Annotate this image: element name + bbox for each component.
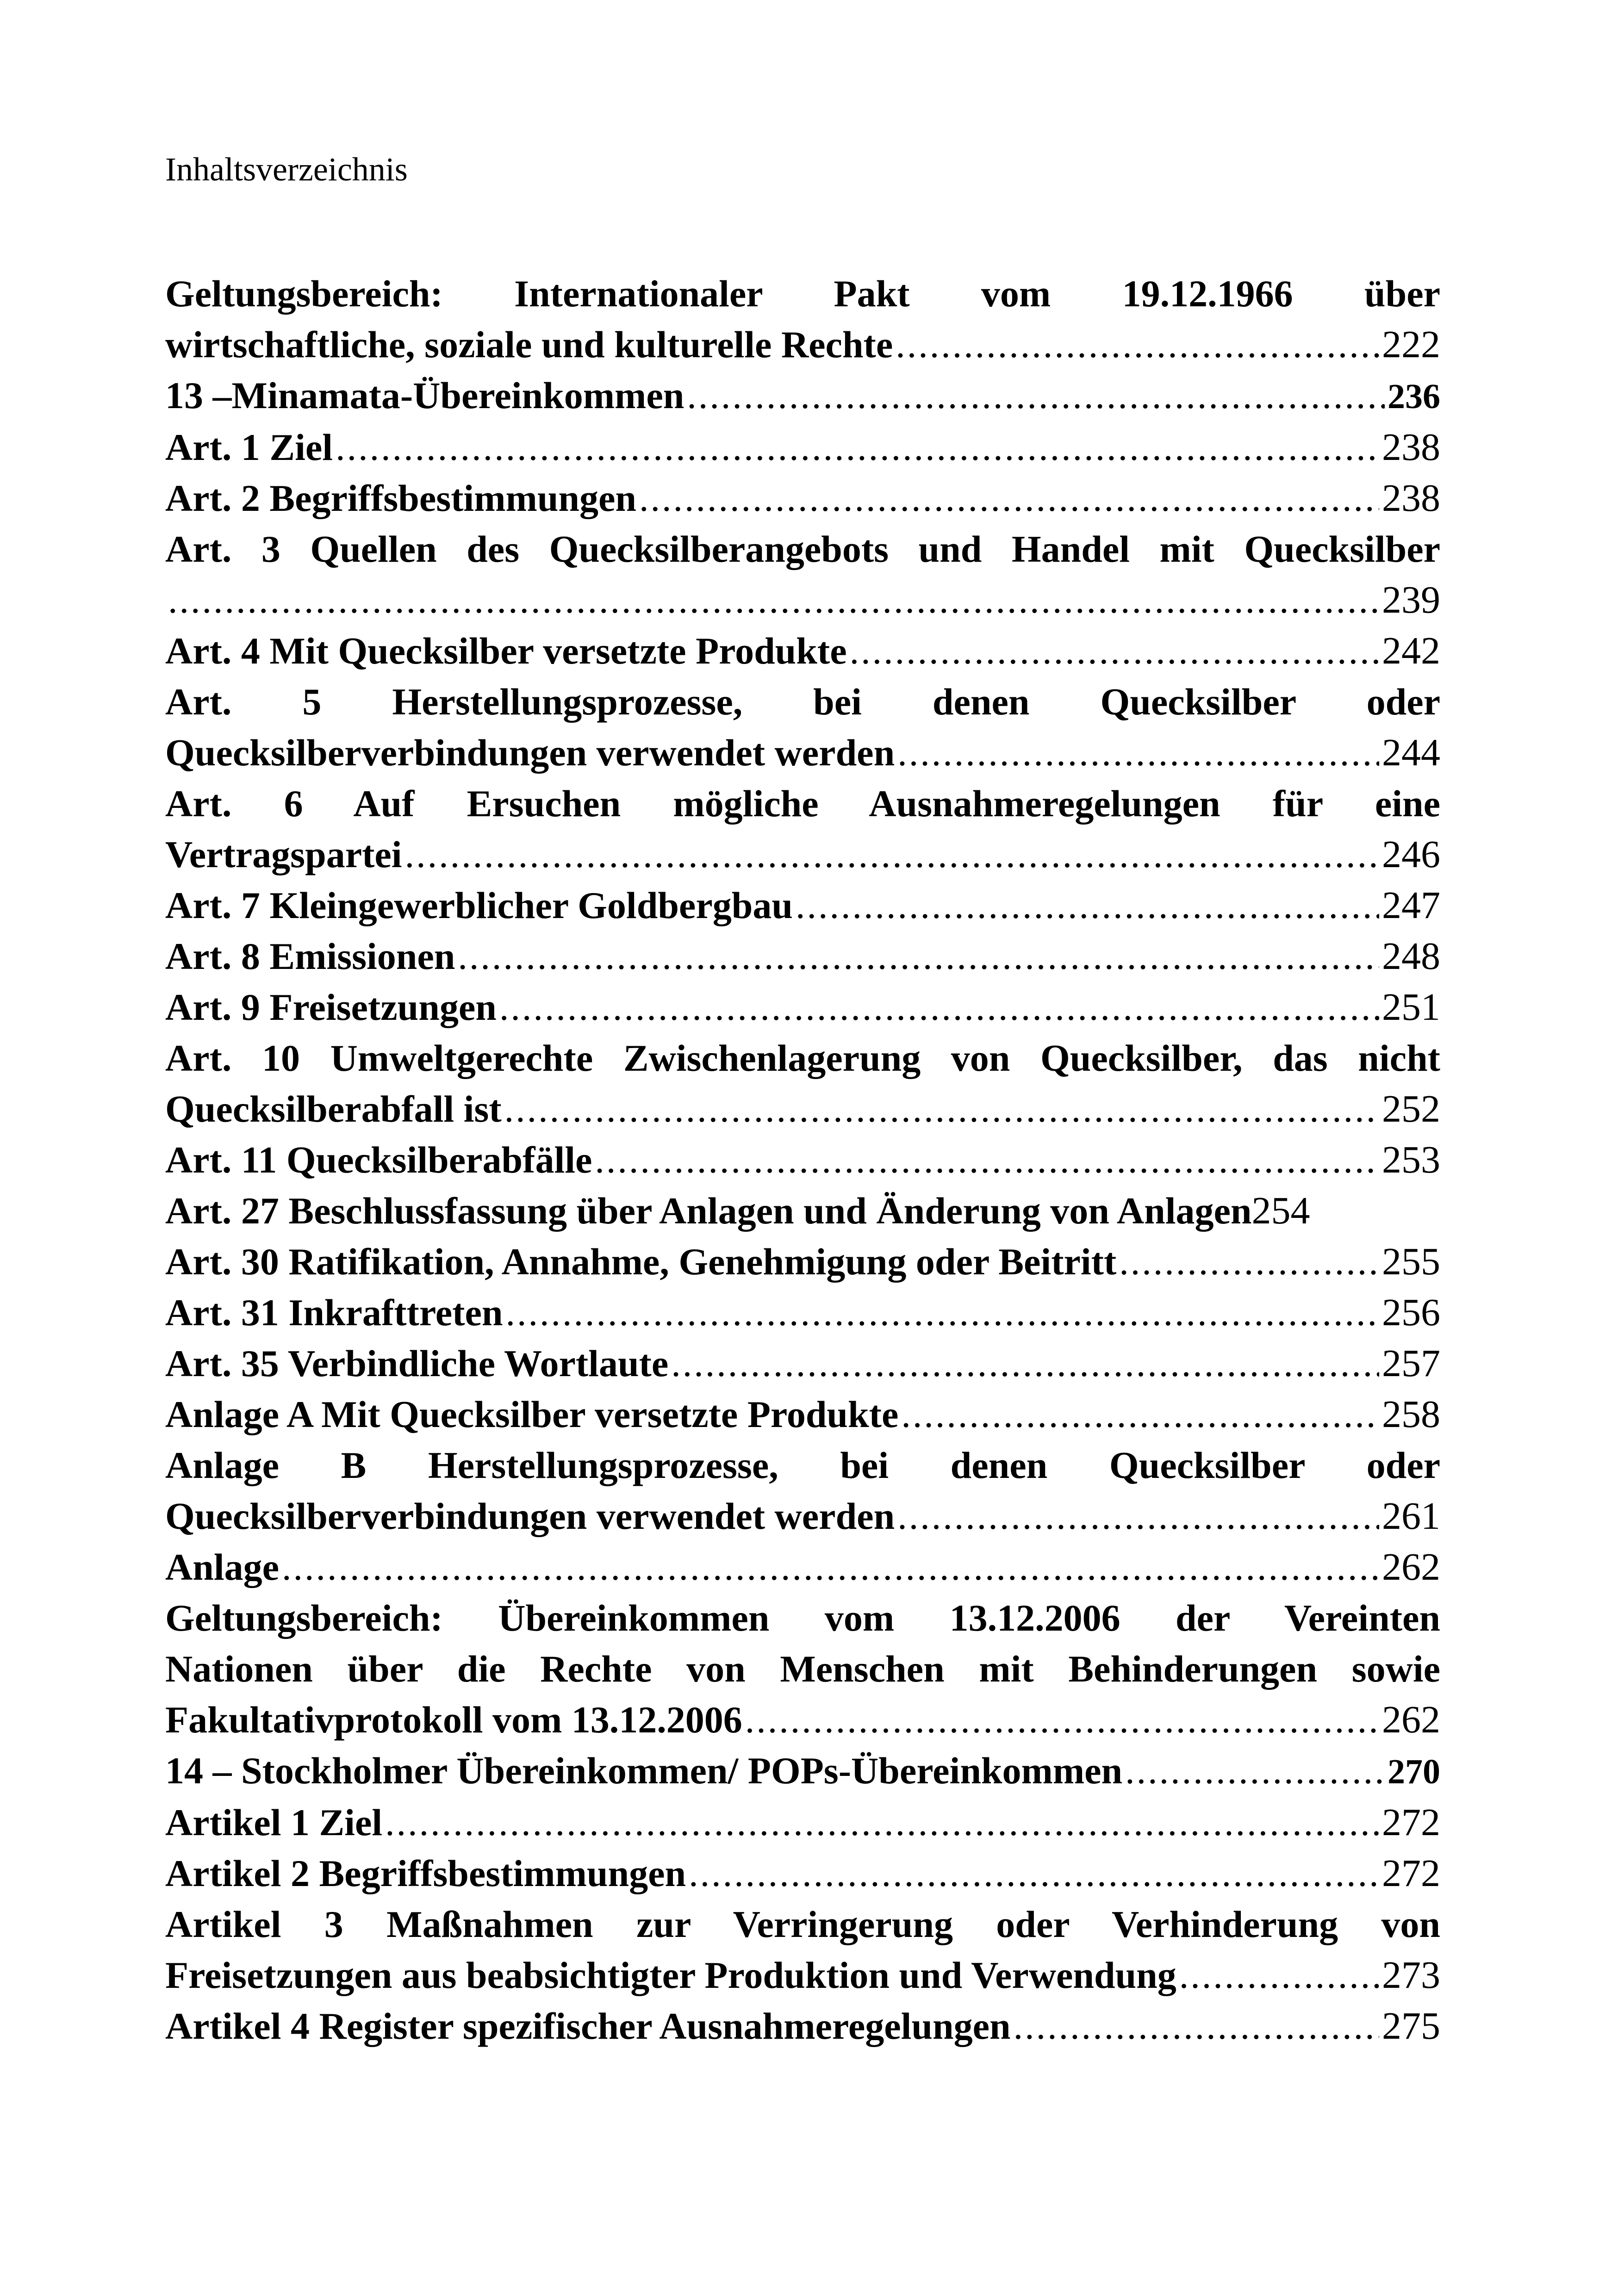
toc-entry-title: Quecksilberverbindungen verwendet werden bbox=[165, 732, 895, 774]
dot-leader bbox=[505, 1287, 1379, 1338]
toc-page-number: 258 bbox=[1382, 1393, 1440, 1436]
toc-entry-title: Anlage bbox=[165, 1546, 279, 1588]
toc-entry-leader-line bbox=[165, 2001, 1440, 2052]
toc-entry bbox=[165, 880, 1440, 931]
dot-leader bbox=[1125, 1745, 1385, 1796]
toc-entry-leader-line bbox=[165, 931, 1440, 982]
toc-entry bbox=[165, 1185, 1440, 1236]
toc-page-number: 255 bbox=[1382, 1240, 1440, 1283]
toc-entry bbox=[165, 1389, 1440, 1440]
toc-entry-line: Art. 6 Auf Ersuchen mögliche Ausnahmeregelungen für eine bbox=[165, 782, 1440, 825]
toc-entry bbox=[165, 1287, 1440, 1338]
toc-entry-title: Artikel 1 Ziel bbox=[165, 1801, 383, 1843]
dot-leader bbox=[796, 880, 1379, 931]
toc-page-number: 254 bbox=[1251, 1189, 1310, 1232]
toc-entry bbox=[165, 982, 1440, 1033]
toc-entry-leader-line bbox=[165, 727, 1440, 778]
toc-entry-leader-line bbox=[165, 319, 1440, 370]
toc-entry bbox=[165, 778, 1440, 880]
toc-entry-title: wirtschaftliche, soziale und kulturelle Rechte bbox=[165, 323, 893, 366]
dot-leader bbox=[1119, 1236, 1379, 1287]
toc-entry-leader-line bbox=[165, 880, 1440, 931]
toc-entry-leader-line bbox=[165, 1338, 1440, 1389]
toc-entry bbox=[165, 1338, 1440, 1389]
toc-entry bbox=[165, 931, 1440, 982]
running-head: Inhaltsverzeichnis bbox=[165, 151, 408, 188]
toc-entry-title: Art. 35 Verbindliche Wortlaute bbox=[165, 1342, 669, 1384]
table-of-contents bbox=[165, 268, 1440, 2052]
toc-entry bbox=[165, 1848, 1440, 1899]
dot-leader bbox=[901, 1389, 1379, 1440]
toc-entry-leader-line bbox=[165, 1084, 1440, 1135]
toc-page-number: 238 bbox=[1382, 477, 1440, 520]
toc-entry bbox=[165, 676, 1440, 778]
toc-page-number: 261 bbox=[1382, 1495, 1440, 1538]
toc-entry-title: Artikel 4 Register spezifischer Ausnahmeregelungen bbox=[165, 2005, 1011, 2047]
dot-leader bbox=[671, 1338, 1379, 1389]
toc-entry-title: Art. 27 Beschlussfassung über Anlagen und Änderung von Anlagen bbox=[165, 1190, 1252, 1232]
toc-entry bbox=[165, 1033, 1440, 1135]
toc-page-number: 252 bbox=[1382, 1087, 1440, 1130]
toc-page-number: 242 bbox=[1382, 629, 1440, 672]
toc-entry-title: Vertragspartei bbox=[165, 833, 402, 875]
toc-entry-line: Art. 10 Umweltgerechte Zwischenlagerung von Quecksilber, das nicht bbox=[165, 1037, 1440, 1079]
dot-leader bbox=[639, 473, 1379, 524]
dot-leader bbox=[336, 422, 1379, 473]
toc-page-number: 262 bbox=[1382, 1698, 1440, 1741]
toc-page-number: 272 bbox=[1382, 1852, 1440, 1895]
toc-entry-leader-line bbox=[165, 1389, 1440, 1440]
dot-leader bbox=[595, 1135, 1379, 1185]
toc-entry-leader-line bbox=[165, 1848, 1440, 1899]
toc-entry bbox=[165, 1745, 1440, 1797]
toc-entry-title: Art. 2 Begriffsbestimmungen bbox=[165, 477, 637, 519]
toc-entry-title: 13 –Minamata-Übereinkommen bbox=[165, 374, 685, 416]
toc-page-number: 248 bbox=[1382, 935, 1440, 978]
toc-entry bbox=[165, 1440, 1440, 1542]
toc-entry-title: 14 – Stockholmer Übereinkommen/ POPs-Übereinkommen bbox=[165, 1750, 1123, 1792]
dot-leader bbox=[687, 370, 1385, 421]
toc-entry bbox=[165, 1899, 1440, 2001]
dot-leader bbox=[897, 1491, 1379, 1542]
toc-entry-line: Geltungsbereich: Internationaler Pakt vom 19.12.1966 über bbox=[165, 273, 1440, 315]
toc-page-number: 272 bbox=[1382, 1801, 1440, 1844]
toc-entry-title: Art. 11 Quecksilberabfälle bbox=[165, 1139, 592, 1181]
toc-entry bbox=[165, 1797, 1440, 1848]
toc-entry-leader-line bbox=[165, 1542, 1440, 1593]
toc-entry bbox=[165, 1542, 1440, 1593]
toc-entry-title: Art. 8 Emissionen bbox=[165, 935, 455, 977]
toc-entry bbox=[165, 1236, 1440, 1287]
toc-page-number: 257 bbox=[1382, 1342, 1440, 1385]
dot-leader bbox=[405, 829, 1379, 880]
toc-entry-leader-line bbox=[165, 422, 1440, 473]
dot-leader bbox=[1179, 1950, 1379, 2001]
toc-entry-leader-line bbox=[165, 626, 1440, 676]
toc-entry-title: Fakultativprotokoll vom 13.12.2006 bbox=[165, 1699, 742, 1741]
dot-leader bbox=[282, 1542, 1379, 1593]
toc-page-number: 236 bbox=[1388, 377, 1440, 416]
toc-entry-leader-line bbox=[165, 1135, 1440, 1185]
toc-entry-line: Nationen über die Rechte von Menschen mit Behinderungen sowie bbox=[165, 1648, 1440, 1690]
toc-page-number: 246 bbox=[1382, 833, 1440, 876]
toc-entry-title: Art. 9 Freisetzungen bbox=[165, 986, 497, 1028]
toc-page-number: 270 bbox=[1388, 1752, 1440, 1791]
toc-entry bbox=[165, 1593, 1440, 1745]
toc-page-number: 256 bbox=[1382, 1291, 1440, 1334]
toc-entry bbox=[165, 524, 1440, 626]
toc-entry bbox=[165, 473, 1440, 524]
toc-entry-line: Geltungsbereich: Übereinkommen vom 13.12.2006 der Vereinten bbox=[165, 1597, 1440, 1639]
toc-entry-title: Art. 7 Kleingewerblicher Goldbergbau bbox=[165, 884, 793, 926]
toc-page-number: 253 bbox=[1382, 1138, 1440, 1181]
toc-entry bbox=[165, 1135, 1440, 1185]
toc-entry-leader-line bbox=[165, 1491, 1440, 1542]
toc-entry bbox=[165, 422, 1440, 473]
dot-leader bbox=[689, 1848, 1379, 1899]
toc-page-number: 273 bbox=[1382, 1954, 1440, 1997]
toc-entry-title: Art. 30 Ratifikation, Annahme, Genehmigung oder Beitritt bbox=[165, 1241, 1117, 1283]
toc-entry-title: Art. 4 Mit Quecksilber versetzte Produkte bbox=[165, 630, 847, 672]
dot-leader bbox=[385, 1797, 1379, 1848]
dot-leader bbox=[458, 931, 1379, 982]
dot-leader bbox=[499, 982, 1379, 1033]
toc-page-number: 247 bbox=[1382, 884, 1440, 927]
toc-entry-leader-line bbox=[165, 1745, 1440, 1797]
toc-entry-line: Artikel 3 Maßnahmen zur Verringerung oder Verhinderung von bbox=[165, 1903, 1440, 1945]
toc-entry bbox=[165, 268, 1440, 370]
toc-page-number: 275 bbox=[1382, 2004, 1440, 2048]
toc-entry bbox=[165, 370, 1440, 422]
toc-entry-leader-line bbox=[165, 829, 1440, 880]
toc-entry bbox=[165, 2001, 1440, 2052]
dot-leader bbox=[745, 1694, 1379, 1745]
toc-entry-leader-line bbox=[165, 1694, 1440, 1745]
toc-entry-leader-line bbox=[165, 473, 1440, 524]
dot-leader bbox=[1014, 2001, 1379, 2052]
toc-entry-leader-line bbox=[165, 1797, 1440, 1848]
dot-leader bbox=[168, 575, 1379, 626]
toc-entry-title: Quecksilberverbindungen verwendet werden bbox=[165, 1495, 895, 1537]
toc-entry-title: Anlage A Mit Quecksilber versetzte Produkte bbox=[165, 1393, 899, 1435]
toc-entry-leader-line bbox=[165, 1236, 1440, 1287]
toc-entry-line: Anlage B Herstellungsprozesse, bei denen Quecksilber oder bbox=[165, 1444, 1440, 1486]
toc-entry-leader-line bbox=[165, 1287, 1440, 1338]
toc-entry-leader-line bbox=[165, 1950, 1440, 2001]
toc-page-number: 262 bbox=[1382, 1545, 1440, 1589]
toc-entry bbox=[165, 626, 1440, 676]
toc-page-number: 251 bbox=[1382, 986, 1440, 1029]
toc-entry-leader-line bbox=[165, 982, 1440, 1033]
dot-leader bbox=[850, 626, 1379, 676]
toc-entry-leader-line bbox=[165, 370, 1440, 422]
toc-entry-title: Quecksilberabfall ist bbox=[165, 1088, 502, 1130]
toc-entry-title: Freisetzungen aus beabsichtigter Produktion und Verwendung bbox=[165, 1954, 1176, 1996]
dot-leader bbox=[897, 727, 1379, 778]
toc-entry-leader-line bbox=[165, 1185, 1440, 1236]
toc-entry-line: Art. 5 Herstellungsprozesse, bei denen Quecksilber oder bbox=[165, 681, 1440, 723]
toc-entry-title: Artikel 2 Begriffsbestimmungen bbox=[165, 1852, 686, 1894]
toc-page-number: 244 bbox=[1382, 731, 1440, 774]
dot-leader bbox=[896, 319, 1379, 370]
toc-page-number: 222 bbox=[1382, 323, 1440, 366]
toc-entry-title: Art. 31 Inkrafttreten bbox=[165, 1291, 503, 1334]
toc-page-number: 239 bbox=[1382, 578, 1440, 621]
toc-entry-title: Art. 1 Ziel bbox=[165, 426, 333, 468]
toc-entry-leader-line bbox=[165, 575, 1440, 626]
toc-page-number: 238 bbox=[1382, 426, 1440, 469]
dot-leader bbox=[504, 1084, 1379, 1135]
toc-entry-line: Art. 3 Quellen des Quecksilberangebots und Handel mit Quecksilber bbox=[165, 528, 1440, 570]
